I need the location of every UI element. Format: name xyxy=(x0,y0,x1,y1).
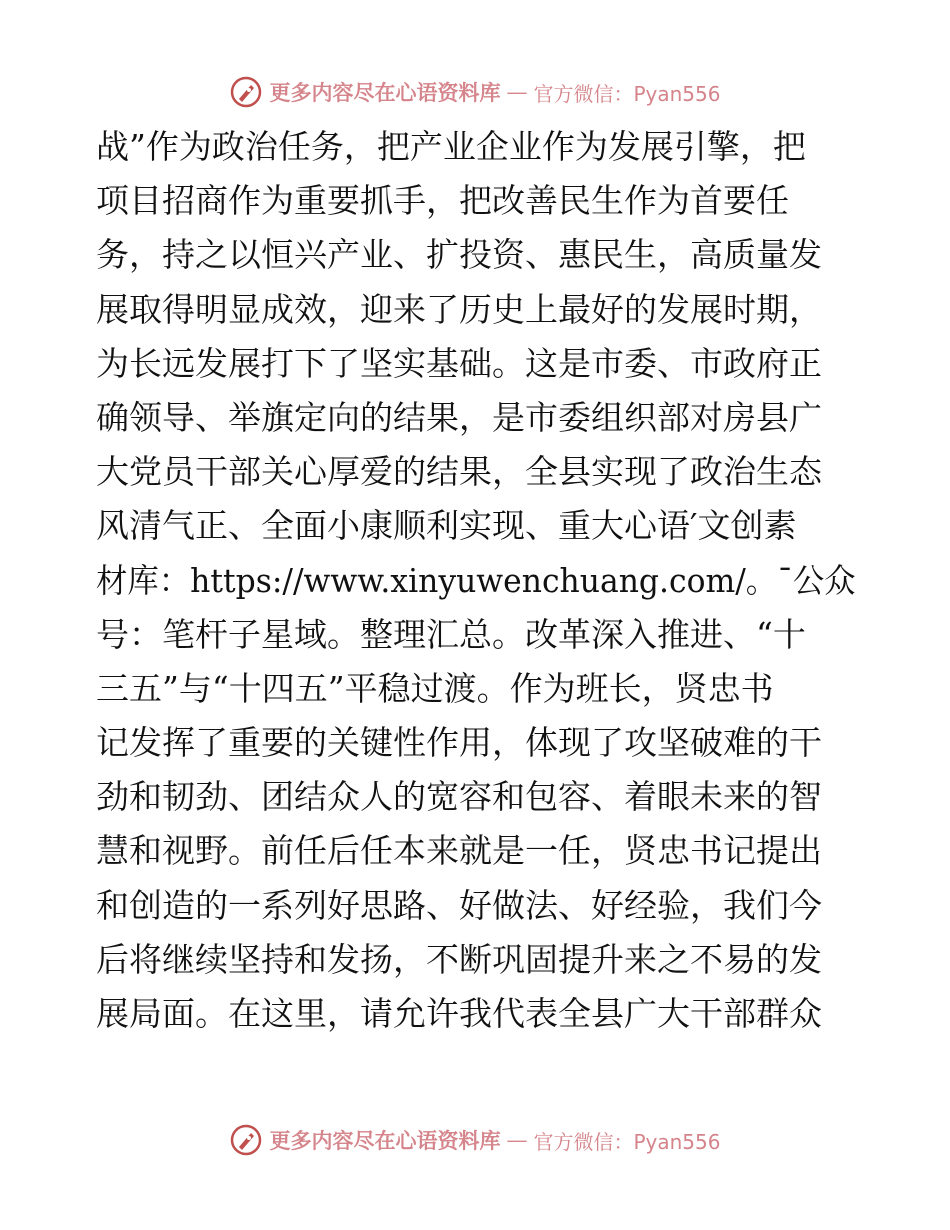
text-line: 号：笔杆子星域。整理汇总。改革深入推进、“十 xyxy=(96,614,806,654)
text-line: 慧和视野。前任后任本来就是一任，贤忠书记提出 xyxy=(96,831,822,871)
text-line: 务，持之以恒兴产业、扩投资、惠民生，高质量发 xyxy=(96,235,822,275)
text-line: 大党员干部关心厚爱的结果，全县实现了政治生态 xyxy=(96,452,822,492)
pen-nib-logo-icon xyxy=(229,75,263,109)
text-line: 确领导、举旗定向的结果，是市委组织部对房县广 xyxy=(96,397,822,437)
text-line: 后将继续坚持和发扬，不断巩固提升来之不易的发 xyxy=(96,939,822,979)
text-line: 风清气正、全面小康顺利实现、重大心语′文创素 xyxy=(96,506,797,546)
banner-separator: — xyxy=(506,80,528,104)
text-line: 和创造的一系列好思路、好做法、好经验，我们今 xyxy=(96,885,822,925)
text-line: 为长远发展打下了坚实基础。这是市委、市政府正 xyxy=(96,343,822,383)
footer-banner xyxy=(0,1120,950,1160)
document-body xyxy=(96,120,856,1041)
text-line: 劲和韧劲、团结众人的宽容和包容、着眼未来的智 xyxy=(96,777,822,817)
banner-logo-text: 更多内容尽在心语资料库 xyxy=(269,1128,501,1153)
pen-nib-logo-icon xyxy=(229,1123,263,1157)
banner-wechat-text: 官方微信：Pyan556 xyxy=(533,1129,721,1154)
header-banner xyxy=(0,72,950,112)
banner-logo-text: 更多内容尽在心语资料库 xyxy=(269,80,501,105)
text-line: 展取得明显成效，迎来了历史上最好的发展时期， xyxy=(96,289,822,329)
banner-wechat-text: 官方微信：Pyan556 xyxy=(533,81,721,106)
text-line: 记发挥了重要的关键性作用，体现了攻坚破难的干 xyxy=(96,723,822,763)
text-line: 战”作为政治任务，把产业企业作为发展引擎，把 xyxy=(96,127,806,166)
banner-separator: — xyxy=(506,1128,528,1152)
text-line: 材库：https://www.xinyuwenchuang.com/。¯公众 xyxy=(96,560,856,600)
text-line: 项目招商作为重要抓手，把改善民生作为首要任 xyxy=(96,181,789,221)
text-line: 三五”与“十四五”平稳过渡。作为班长，贤忠书 xyxy=(96,668,774,708)
text-line: 展局面。在这里，请允许我代表全县广大干部群众 xyxy=(96,994,822,1033)
